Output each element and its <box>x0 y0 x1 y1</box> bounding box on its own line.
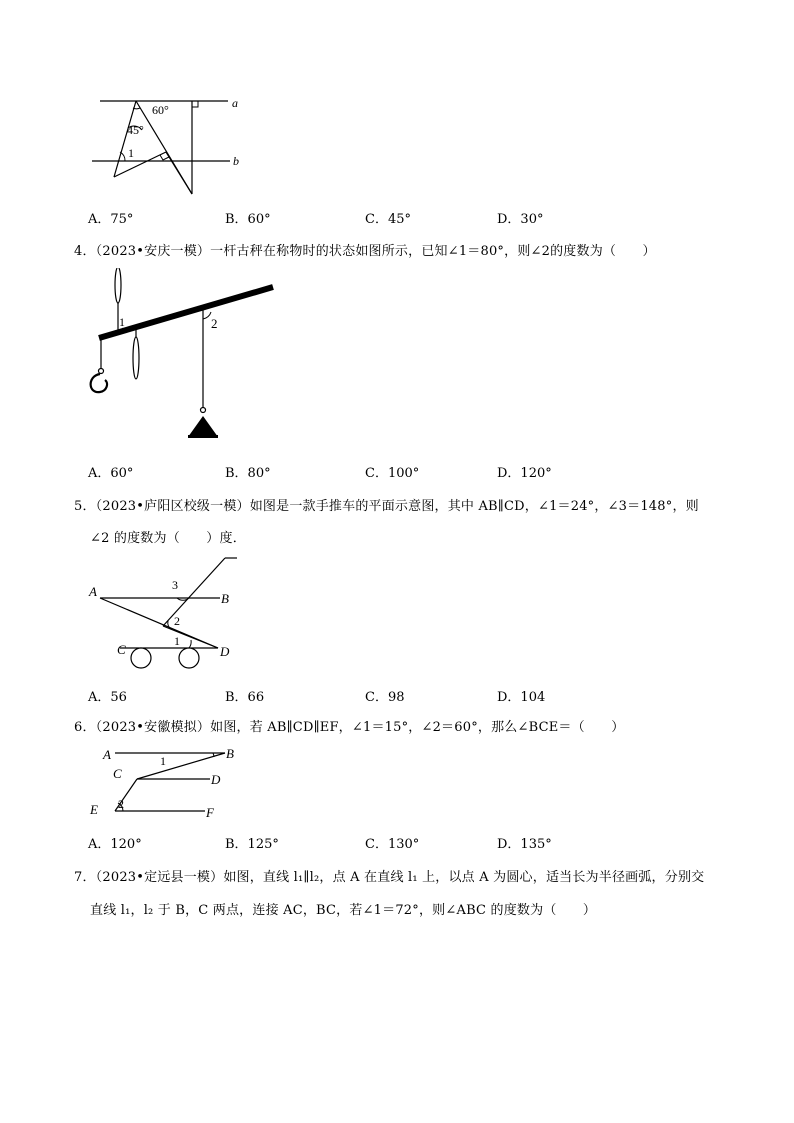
q6-option-a[interactable]: A．120° <box>88 837 142 852</box>
q6-point-f-label: F <box>206 805 214 820</box>
q3-angle-45-label: 45° <box>127 123 144 137</box>
q6-option-c[interactable]: C．130° <box>365 837 420 852</box>
q6-angle-2-label: 2 <box>118 797 124 811</box>
q5-option-b[interactable]: B．66 <box>225 690 265 705</box>
q6-point-e-label: E <box>90 802 98 817</box>
q4-option-b[interactable]: B．80° <box>225 466 271 481</box>
q5-question-text-line2: ∠2 的度数为（ ）度． <box>90 531 246 546</box>
q5-angle-3-label: 3 <box>172 578 178 592</box>
q3-figure <box>80 90 260 200</box>
q6-point-c-label: C <box>113 766 122 781</box>
q3-option-a[interactable]: A．75° <box>88 212 134 227</box>
q3-line-a-label: a <box>232 96 238 110</box>
q7-question-text-line2: 直线 l₁，l₂ 于 B，C 两点，连接 AC，BC，若∠1＝72°，则∠ABC 的度数为（ ） <box>90 903 597 918</box>
q4-option-d[interactable]: D．120° <box>497 466 552 481</box>
q3-line-b-label: b <box>233 154 239 168</box>
q3-option-d[interactable]: D．30° <box>497 212 544 227</box>
q6-question-text: 6．（2023•安徽模拟）如图，若 AB∥CD∥EF，∠1＝15°，∠2＝60°，那么∠BCE＝（ ） <box>74 720 625 735</box>
q5-point-a-label: A <box>89 584 97 599</box>
q3-option-c[interactable]: C．45° <box>365 212 411 227</box>
q4-steelyard-figure <box>85 268 285 448</box>
q4-option-a[interactable]: A．60° <box>88 466 134 481</box>
q4-angle-2-label: 2 <box>211 316 218 331</box>
q5-point-b-label: B <box>221 591 229 606</box>
q4-angle-1-label: 1 <box>119 315 125 329</box>
q3-angle-1-label: 1 <box>128 146 134 160</box>
q5-cart-figure <box>85 552 255 672</box>
q6-option-d[interactable]: D．135° <box>497 837 552 852</box>
q4-option-c[interactable]: C．100° <box>365 466 420 481</box>
q5-angle-1-label: 1 <box>174 634 180 648</box>
q6-point-b-label: B <box>226 746 234 761</box>
q6-point-d-label: D <box>211 772 221 787</box>
q4-question-text: 4．（2023•安庆一模）一杆古秤在称物时的状态如图所示，已知∠1＝80°，则∠2的度数为（ ） <box>74 244 656 259</box>
q7-question-text-line1: 7．（2023•定远县一模）如图，直线 l₁∥l₂，点 A 在直线 l₁ 上，以点 A 为圆心，适当长为半径画弧，分别交 <box>74 870 705 885</box>
q5-point-d-label: D <box>220 644 230 659</box>
q5-angle-2-label: 2 <box>174 614 180 628</box>
q5-option-d[interactable]: D．104 <box>497 690 546 705</box>
q6-point-a-label: A <box>103 747 111 762</box>
q6-option-b[interactable]: B．125° <box>225 837 279 852</box>
q5-option-c[interactable]: C．98 <box>365 690 405 705</box>
q3-angle-60-label: 60° <box>152 103 169 117</box>
q5-option-a[interactable]: A．56 <box>88 690 127 705</box>
q3-option-b[interactable]: B．60° <box>225 212 271 227</box>
q5-question-text-line1: 5．（2023•庐阳区校级一模）如图是一款手推车的平面示意图，其中 AB∥CD，∠1＝24°，∠3＝148°，则 <box>74 499 699 514</box>
q6-parallel-lines-figure <box>85 742 245 822</box>
q5-point-c-label: C <box>117 642 126 657</box>
q6-angle-1-label: 1 <box>160 754 166 768</box>
